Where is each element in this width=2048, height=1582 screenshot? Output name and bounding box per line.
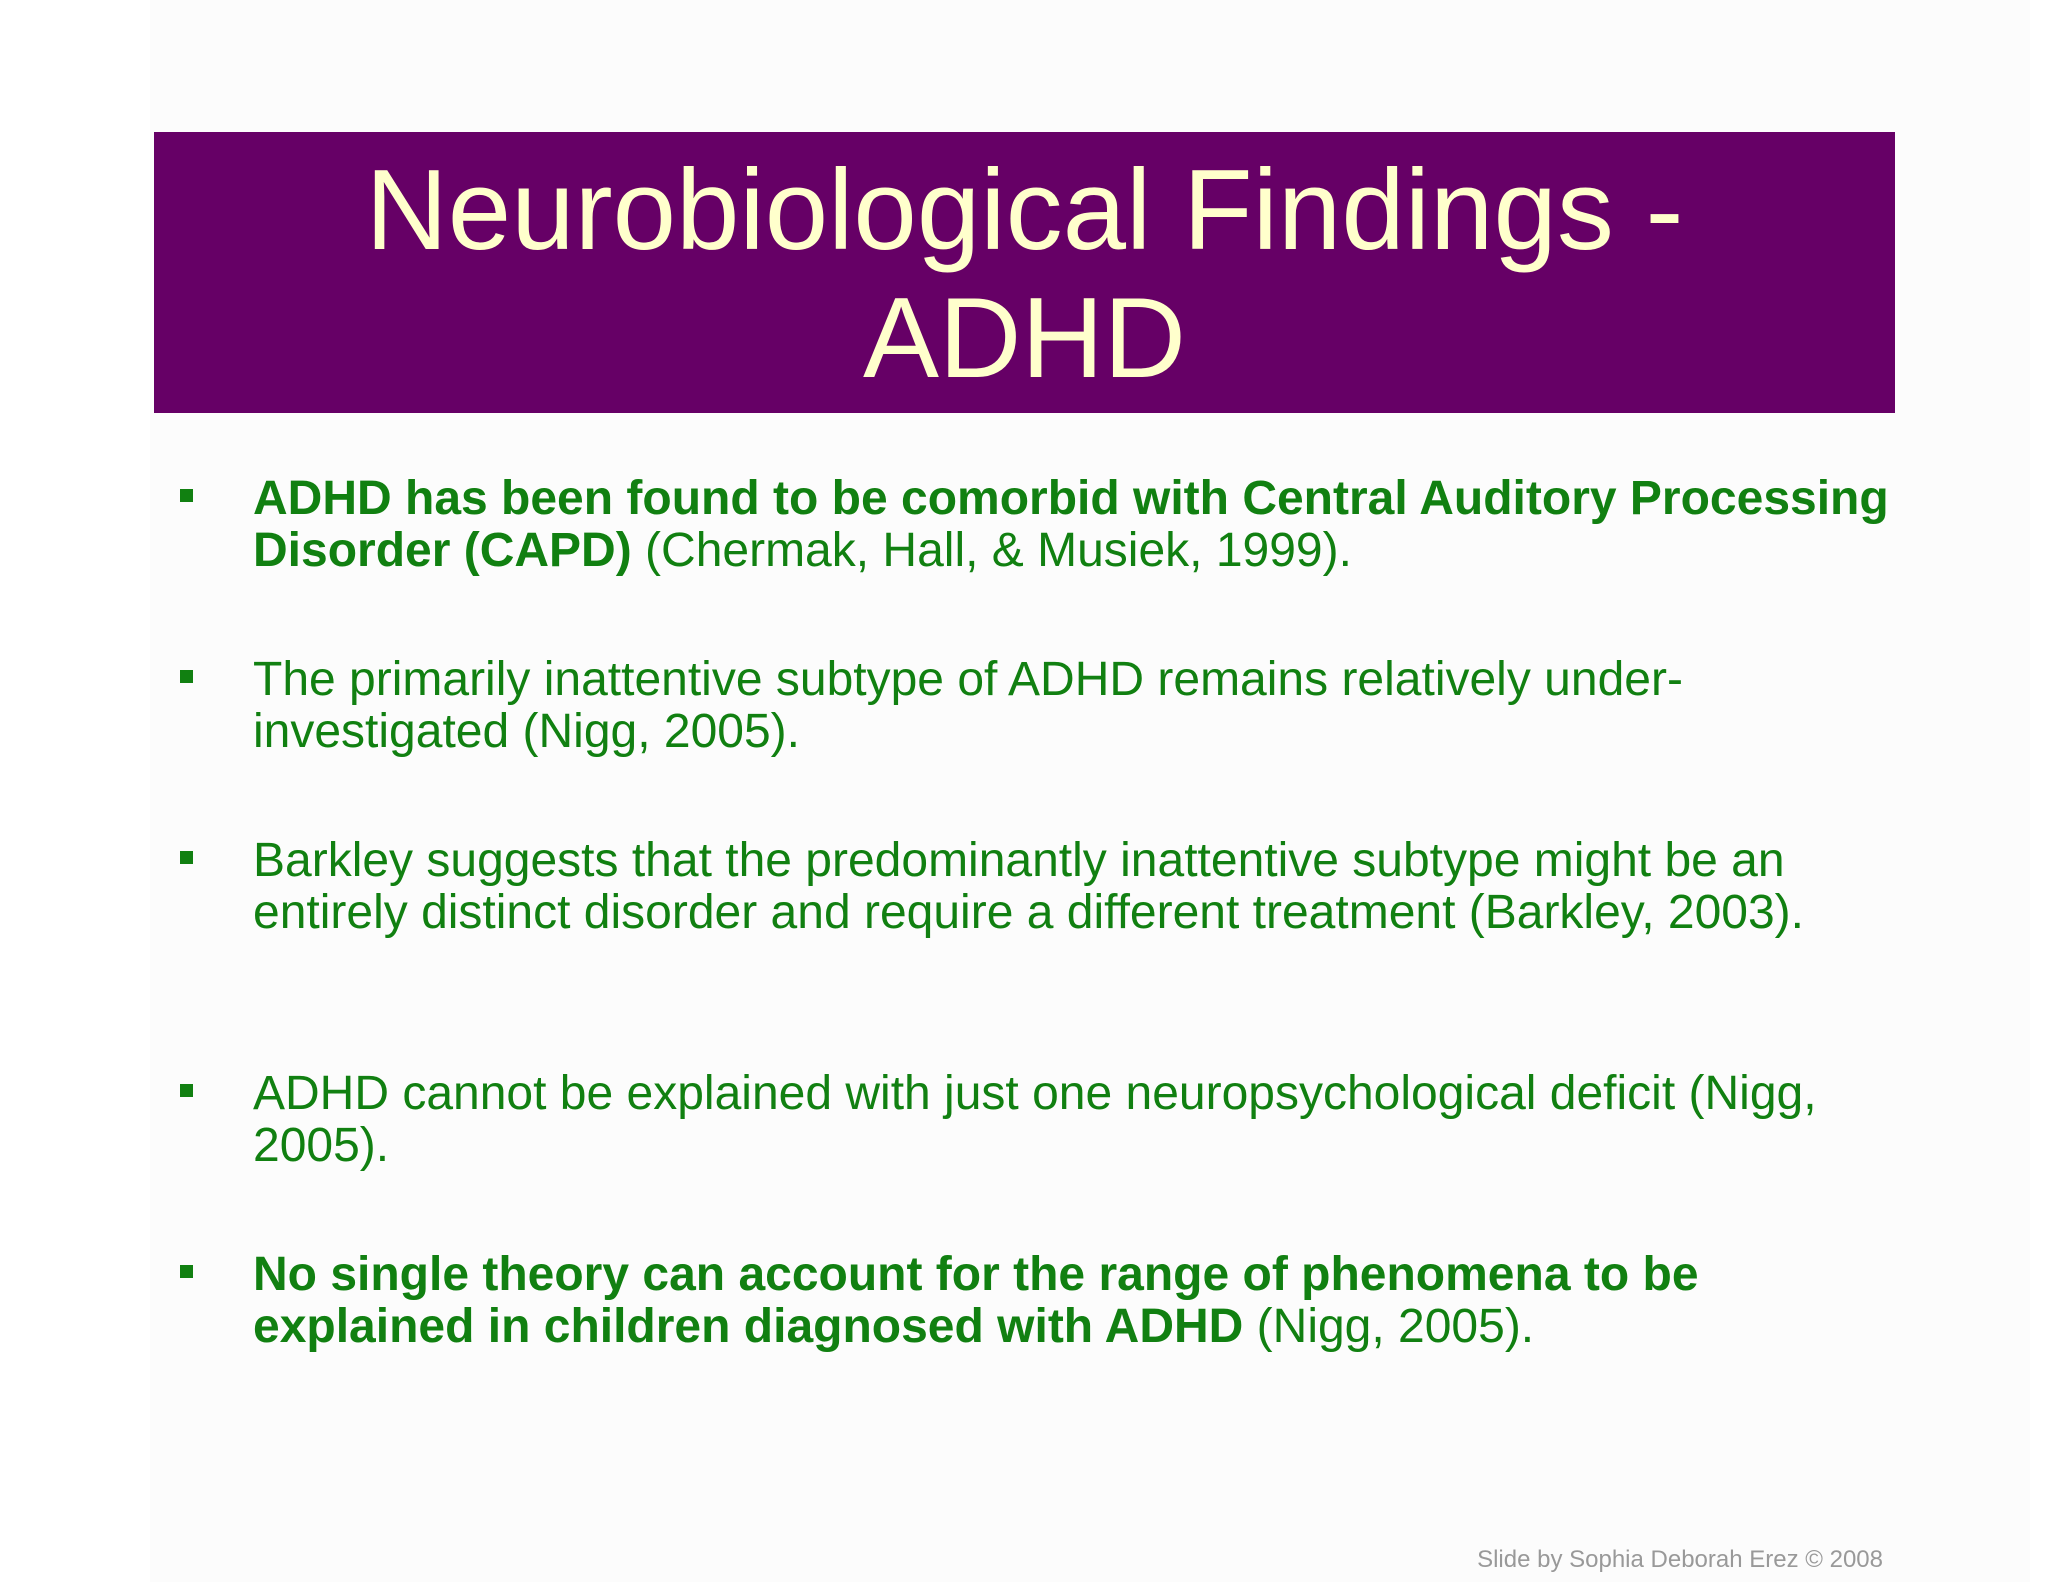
bullet-text: (Nigg, 2005). xyxy=(1243,1300,1535,1353)
bullet-item xyxy=(253,1068,1893,1172)
slide-footer: Slide by Sophia Deborah Erez © 2008 xyxy=(1477,1546,1883,1573)
bullet-item xyxy=(253,835,1893,939)
bullet-item xyxy=(253,654,1893,758)
bullet-text: ADHD cannot be explained with just one neuropsychological deficit (Nigg, 2005). xyxy=(253,1067,1817,1172)
square-bullet-icon xyxy=(180,1265,193,1278)
square-bullet-icon xyxy=(180,489,193,502)
bullet-item xyxy=(253,1249,1893,1353)
square-bullet-icon xyxy=(180,1084,193,1097)
slide-title-line1: Neurobiological Findings - xyxy=(365,146,1684,274)
bullet-bold-text: No single theory can account for the range of phenomena to be explained in children diagnosed with ADHD xyxy=(253,1248,1699,1353)
square-bullet-icon xyxy=(180,670,193,683)
square-bullet-icon xyxy=(180,851,193,864)
slide-title-line2: ADHD xyxy=(862,274,1186,402)
bullet-text: (Chermak, Hall, & Musiek, 1999). xyxy=(631,524,1352,577)
bullet-bold-text: ADHD has been found to be comorbid with Central Auditory Processing Disorder (CAPD) xyxy=(253,472,1889,577)
bullet-text: Barkley suggests that the predominantly inattentive subtype might be an entirely distinct disorder and require a different treatment (Barkley, 2003). xyxy=(253,834,1804,939)
bullet-text: The primarily inattentive subtype of ADHD remains relatively under-investigated (Nigg, 2005). xyxy=(253,653,1683,758)
bullet-item xyxy=(253,473,1893,577)
